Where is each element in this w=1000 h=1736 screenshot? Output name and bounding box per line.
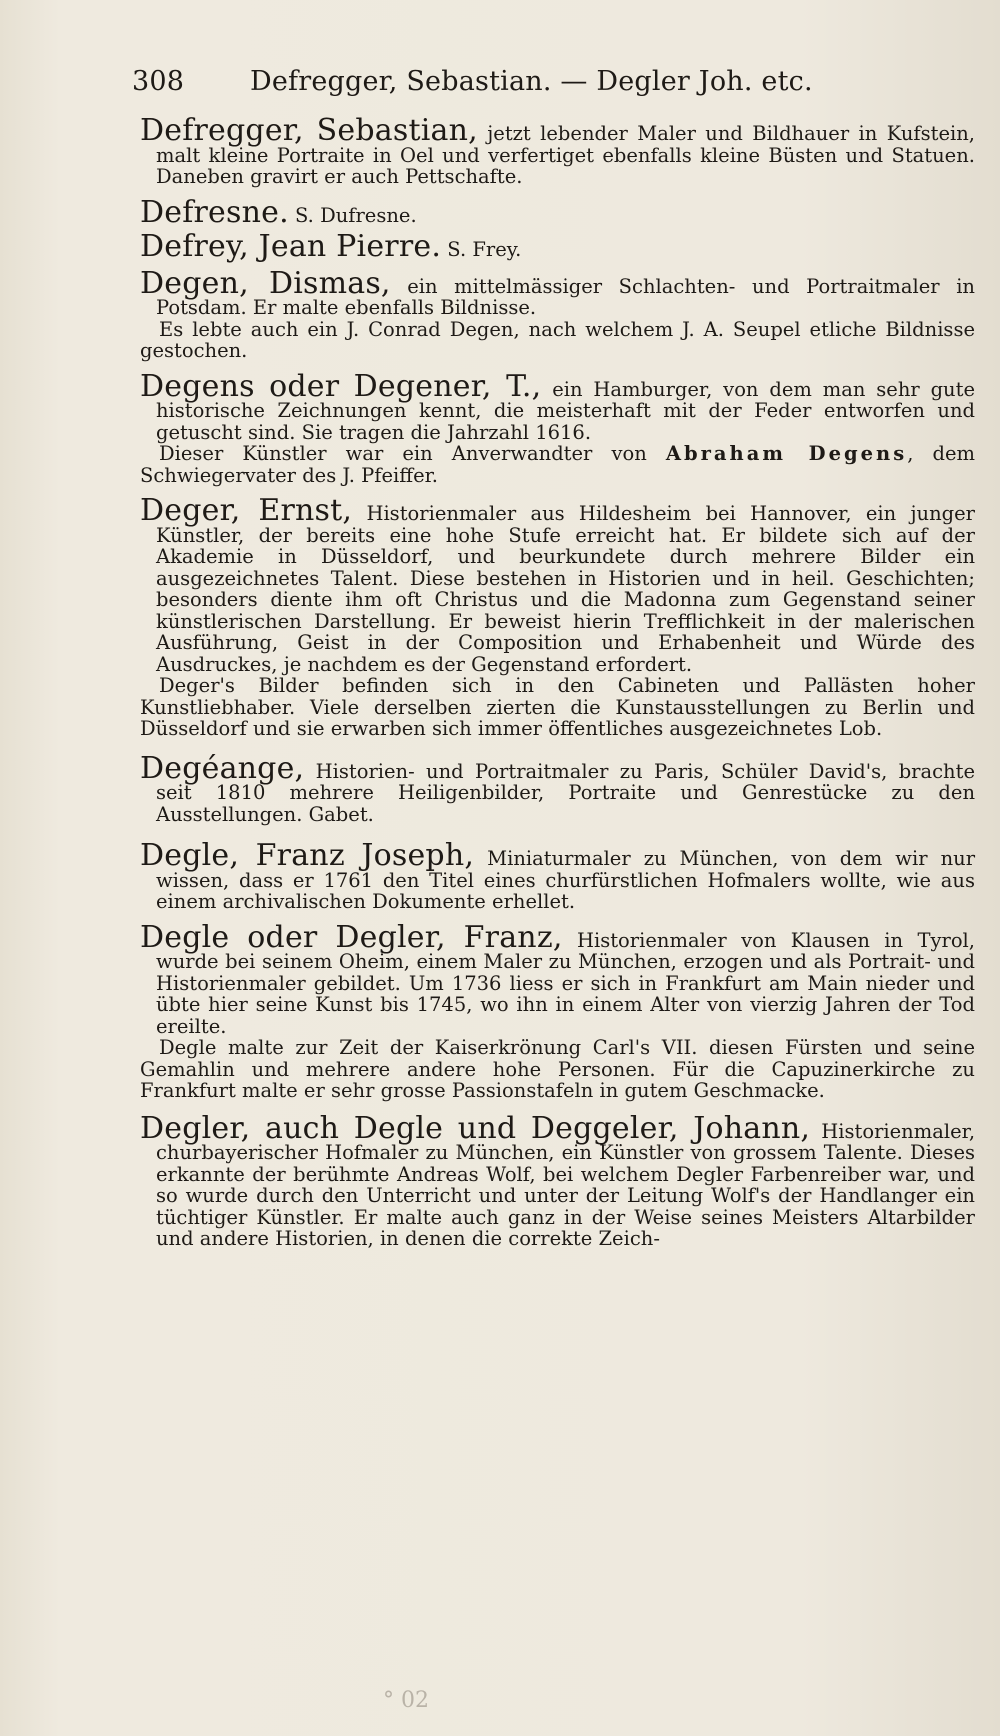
- entry-heading: Defrey, Jean Pierre.: [140, 229, 442, 264]
- entry-heading: Degle, Franz Joseph,: [140, 838, 475, 873]
- entry-note: [140, 443, 975, 486]
- entry-heading: Defregger, Sebastian,: [140, 113, 478, 148]
- entry-heading: Degler, auch Degle und Deggeler, Johann,: [140, 1110, 811, 1146]
- entry-degle-franz-joseph: [140, 838, 976, 913]
- entry-text: S. Dufresne.: [288, 203, 417, 227]
- note-text-end: , dem Schwiegervater des J. Pfeiffer.: [140, 442, 975, 487]
- entry-note: Es lebte auch ein J. Conrad Degen, nach welchem J. A. Seupel etliche Bildnisse gestochen.: [140, 317, 975, 362]
- entry-text: ein mittelmässiger Schlachten- und Portraitmaler in Potsdam. Er malte ebenfalls Bildnisse.: [156, 274, 975, 319]
- entry-heading: Degéange,: [140, 750, 305, 786]
- entry-text: jetzt lebender Maler und Bildhauer in Kufstein, malt kleine Portraite in Oel und verfertiget ebenfalls kleine Büsten und Statuen. Daneben gravirt er auch Pettschafte.: [156, 122, 975, 188]
- entry-degle-franz: [140, 919, 975, 1102]
- entry-note: Degle malte zur Zeit der Kaiserkrönung Carl's VII. diesen Fürsten und seine Gemahlin und mehrere andere hohe Personen. Für die Capuzinerkirche zu Frankfurt malte er sehr grosse Passionstafeln in gutem Geschmacke.: [140, 1036, 975, 1102]
- entry-degler-johann: [140, 1110, 976, 1250]
- note-spaced-name: Abraham Degens: [665, 442, 908, 465]
- entry-text: Miniaturmaler zu München, von dem wir nur wissen, dass er 1761 den Titel eines churfürstlichen Hofmalers wollte, wie aus einem archivalischen Dokumente erhellet.: [156, 847, 976, 913]
- running-title: Defregger, Sebastian. — Degler Joh. etc.: [250, 66, 813, 97]
- entry-defrey: [140, 229, 975, 264]
- note-text: Dieser Künstler war ein Anverwandter von: [159, 442, 666, 465]
- dictionary-entries: [140, 113, 976, 1268]
- running-header: [132, 66, 832, 97]
- entry-heading: Defresne.: [140, 194, 289, 230]
- page-number: 308: [132, 66, 185, 97]
- entry-degeange: [140, 750, 975, 826]
- entry-text: S. Frey.: [441, 238, 522, 261]
- entry-defresne: [140, 194, 975, 230]
- entry-text: ein Hamburger, von dem man sehr gute historische Zeichnungen kennt, die meisterhaft mit der Feder entworfen und getuscht sind. Sie tragen die Jahrzahl 1616.: [156, 377, 975, 444]
- entry-heading: Degen, Dismas,: [140, 265, 391, 301]
- entry-text: Historienmaler von Klausen in Tyrol, wurde bei seinem Oheim, einem Maler zu München, erzogen und als Portrait- und Historienmaler gebildet. Um 1736 liess er sich in Frankfurt am Main nieder und übte hier seine Kunst bis 1745, wo ihn in einem Alter von vierzig Jahren der Tod ereilte.: [156, 928, 975, 1038]
- entry-degens: [140, 368, 975, 487]
- entry-heading: Deger, Ernst,: [140, 493, 353, 528]
- entry-degen: [140, 265, 975, 362]
- entry-defregger: [140, 113, 975, 188]
- entry-heading: Degens oder Degener, T.,: [140, 368, 542, 404]
- entry-text: Historienmaler aus Hildesheim bei Hannover, ein junger Künstler, der bereits eine hohe Stufe erreicht hat. Er bildete sich auf der Akademie in Düsseldorf, und beurkundete durch mehrere Bilder ein ausgezeichnetes Talent. Diese bestehen in Historien und in heil. Geschichten; besonders diente ihm oft Christus und die Madonna zum Gegenstand seiner künstlerischen Darstellung. Er beweist hierin Trefflichkeit in der malerischen Ausführung, Geist in der Composition und Erhabenheit und Würde des Ausdruckes, je nachdem es der Gegenstand erfordert.: [156, 502, 976, 676]
- entry-text: Historien- und Portraitmaler zu Paris, Schüler David's, brachte seit 1810 mehrere Heiligenbilder, Portraite und Genrestücke zu den Ausstellungen. Gabet.: [156, 759, 975, 826]
- entry-heading: Degle oder Degler, Franz,: [140, 919, 563, 955]
- entry-deger: [140, 493, 976, 740]
- entry-text: Historienmaler, churbayerischer Hofmaler zu München, ein Künstler von grossem Talente. Dieses erkannte der berühmte Andreas Wolf, bei welchem Degler Farbenreiber war, und so wurde durch den Unterricht und unter der Leitung Wolf's der Handlanger ein tüchtiger Künstler. Er malte auch ganz in der Weise seines Meisters Altarbilder und andere Historien, in denen die correkte Zeich-: [156, 1119, 976, 1250]
- entry-note: Deger's Bilder befinden sich in den Cabineten und Pallästen hoher Kunstliebhaber. Viele derselben zierten die Kunstausstellungen zu Berlin und Düsseldorf und sie erwarben sich immer öffentliches ausgezeichnetes Lob.: [140, 674, 975, 740]
- signature-mark: ° 02: [383, 1688, 429, 1713]
